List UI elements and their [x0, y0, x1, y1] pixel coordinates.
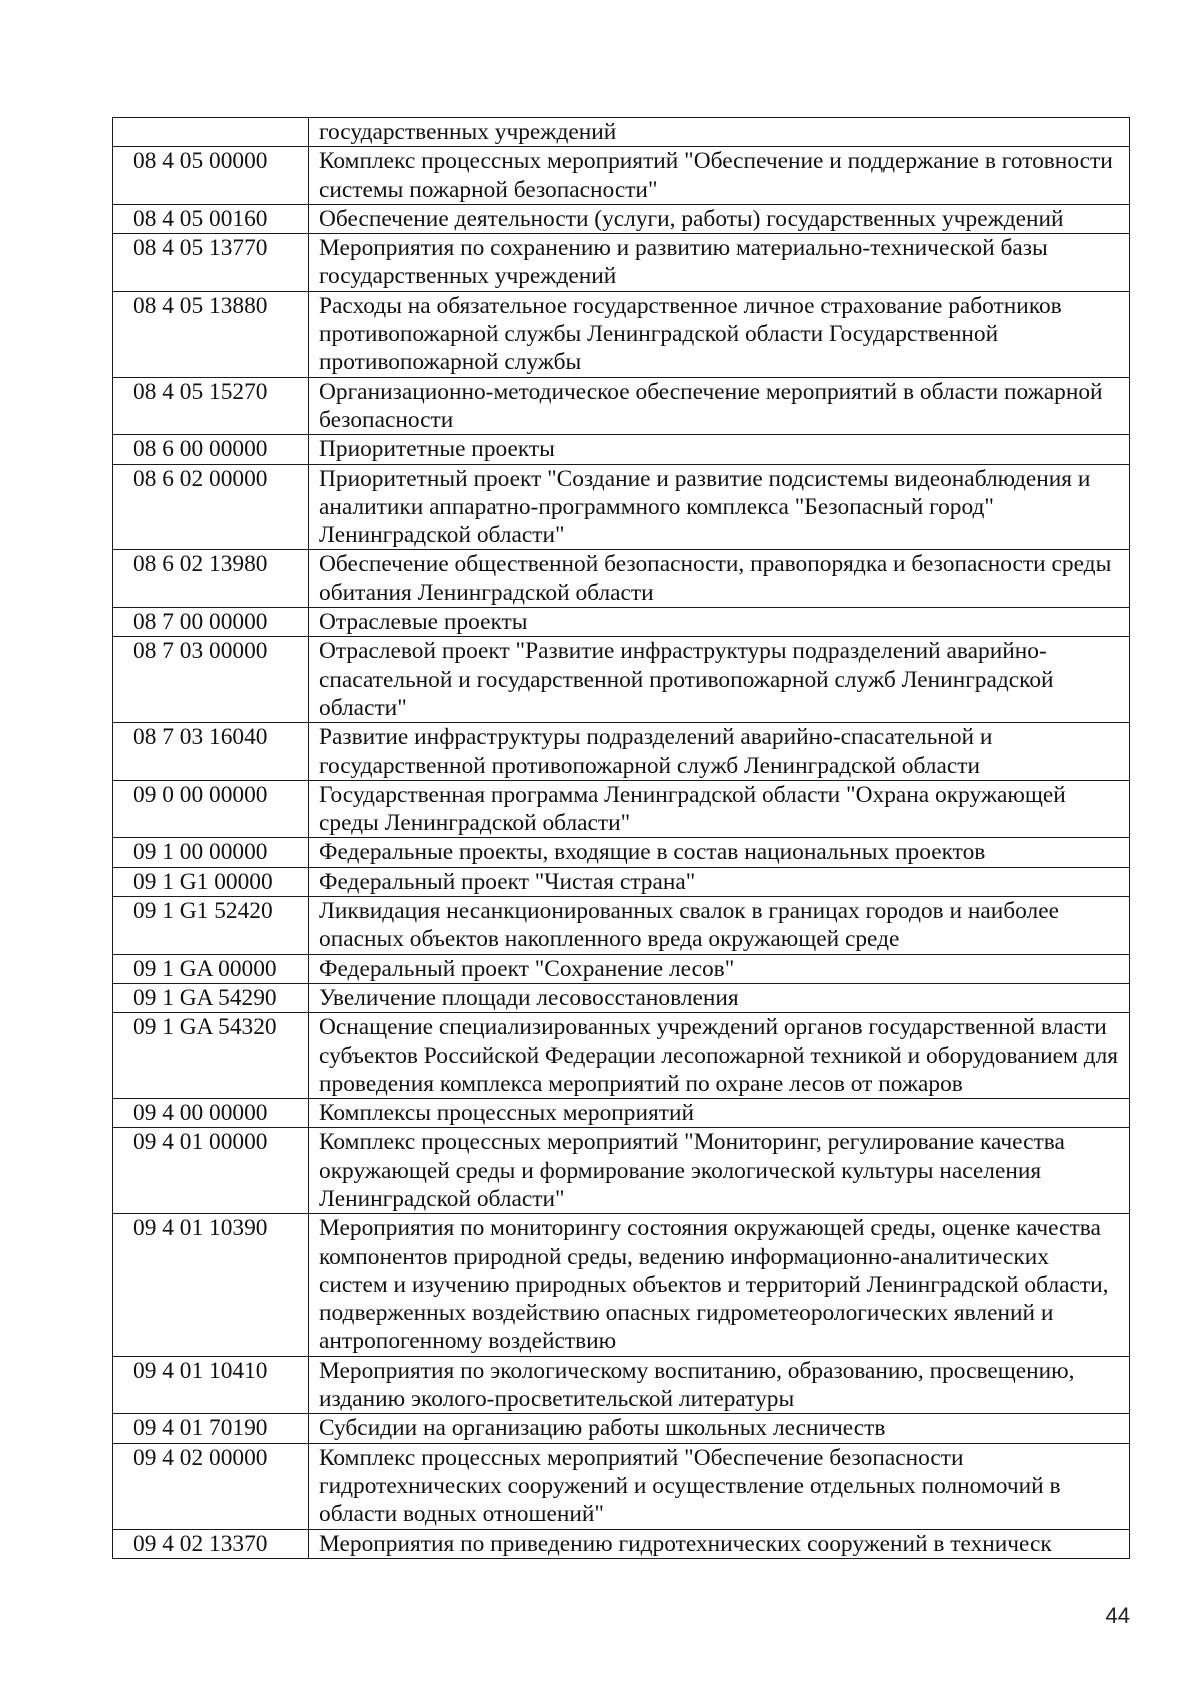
row-code-cell: 09 4 00 00000 — [113, 1099, 309, 1128]
table-row — [113, 1013, 1130, 1099]
row-description-cell: Обеспечение общественной безопасности, правопорядка и безопасности среды обитания Ленинградской области — [309, 550, 1130, 608]
row-code-cell: 08 4 05 00160 — [113, 204, 309, 233]
row-description-cell: Отраслевые проекты — [309, 608, 1130, 637]
row-code-cell: 09 1 GA 54320 — [113, 1013, 309, 1099]
row-description-cell: Федеральный проект "Чистая страна" — [309, 867, 1130, 896]
row-code-cell: 08 6 02 13980 — [113, 550, 309, 608]
page-number: 44 — [1105, 1603, 1130, 1628]
table-row — [113, 291, 1130, 377]
row-code-cell: 09 4 01 70190 — [113, 1414, 309, 1443]
row-code-cell: 09 1 G1 52420 — [113, 897, 309, 955]
row-description-cell: Федеральные проекты, входящие в состав национальных проектов — [309, 838, 1130, 867]
row-code-cell: 09 1 GA 00000 — [113, 954, 309, 983]
row-code-cell: 08 4 05 00000 — [113, 147, 309, 205]
row-description-cell: Расходы на обязательное государственное личное страхование работников противопожарной службы Ленинградской области Государственной противопожарной службы — [309, 291, 1130, 377]
row-description-cell: Субсидии на организацию работы школьных лесничеств — [309, 1414, 1130, 1443]
row-code-cell: 08 4 05 13880 — [113, 291, 309, 377]
row-code-cell: 08 6 02 00000 — [113, 464, 309, 550]
table-row — [113, 550, 1130, 608]
table-row — [113, 234, 1130, 292]
row-description-cell: Приоритетные проекты — [309, 435, 1130, 464]
row-description-cell: Мероприятия по мониторингу состояния окружающей среды, оценке качества компонентов природной среды, ведению информационно-аналитических систем и изучению природных объектов и территорий Ленинградской области, подверженных воздействию опасных гидрометеорологических явлений и антропогенному воздействию — [309, 1214, 1130, 1356]
row-code-cell: 09 0 00 00000 — [113, 780, 309, 838]
table-row — [113, 1214, 1130, 1356]
table-row — [113, 723, 1130, 781]
row-description-cell: Федеральный проект "Сохранение лесов" — [309, 954, 1130, 983]
row-code-cell: 09 4 01 10390 — [113, 1214, 309, 1356]
table-row — [113, 1529, 1130, 1558]
row-code-cell: 09 4 01 10410 — [113, 1356, 309, 1414]
row-description-cell: Мероприятия по сохранению и развитию материально-технической базы государственных учреждений — [309, 234, 1130, 292]
table-row — [113, 1099, 1130, 1128]
row-description-cell: Организационно-методическое обеспечение мероприятий в области пожарной безопасности — [309, 377, 1130, 435]
row-description-cell: Развитие инфраструктуры подразделений аварийно-спасательной и государственной противопожарной служб Ленинградской области — [309, 723, 1130, 781]
row-code-cell — [113, 118, 309, 147]
row-code-cell: 08 7 03 16040 — [113, 723, 309, 781]
table-row — [113, 954, 1130, 983]
row-description-cell: Ликвидация несанкционированных свалок в границах городов и наиболее опасных объектов накопленного вреда окружающей среде — [309, 897, 1130, 955]
row-description-cell: Комплекс процессных мероприятий "Обеспечение безопасности гидротехнических сооружений и осуществление отдельных полномочий в области водных отношений" — [309, 1443, 1130, 1529]
row-description-cell: Отраслевой проект "Развитие инфраструктуры подразделений аварийно-спасательной и государственной противопожарной служб Ленинградской области" — [309, 637, 1130, 723]
row-code-cell: 09 4 01 00000 — [113, 1128, 309, 1214]
row-code-cell: 09 1 G1 00000 — [113, 867, 309, 896]
table-row — [113, 1356, 1130, 1414]
row-code-cell: 08 4 05 13770 — [113, 234, 309, 292]
row-code-cell: 08 4 05 15270 — [113, 377, 309, 435]
row-code-cell: 08 7 00 00000 — [113, 608, 309, 637]
table-row — [113, 983, 1130, 1012]
table-body — [113, 118, 1130, 1559]
table-row — [113, 637, 1130, 723]
table-row — [113, 377, 1130, 435]
row-description-cell: Обеспечение деятельности (услуги, работы) государственных учреждений — [309, 204, 1130, 233]
table-row — [113, 780, 1130, 838]
row-code-cell: 08 7 03 00000 — [113, 637, 309, 723]
row-code-cell: 09 4 02 00000 — [113, 1443, 309, 1529]
table-row — [113, 464, 1130, 550]
table-row — [113, 435, 1130, 464]
row-code-cell: 09 1 00 00000 — [113, 838, 309, 867]
row-code-cell: 09 1 GA 54290 — [113, 983, 309, 1012]
table-row — [113, 147, 1130, 205]
table-row — [113, 897, 1130, 955]
table-row — [113, 204, 1130, 233]
row-description-cell: Мероприятия по экологическому воспитанию, образованию, просвещению, изданию эколого-просветительской литературы — [309, 1356, 1130, 1414]
row-description-cell: Приоритетный проект "Создание и развитие подсистемы видеонаблюдения и аналитики аппаратно-программного комплекса "Безопасный город" Ленинградской области" — [309, 464, 1130, 550]
table-row — [113, 867, 1130, 896]
budget-classification-table — [112, 117, 1130, 1559]
row-description-cell: Государственная программа Ленинградской области "Охрана окружающей среды Ленинградской области" — [309, 780, 1130, 838]
row-description-cell: Мероприятия по приведению гидротехнических сооружений в техническ — [309, 1529, 1130, 1558]
table-row — [113, 608, 1130, 637]
row-description-cell: Комплекс процессных мероприятий "Обеспечение и поддержание в готовности системы пожарной безопасности" — [309, 147, 1130, 205]
row-description-cell: Увеличение площади лесовосстановления — [309, 983, 1130, 1012]
table-row — [113, 838, 1130, 867]
row-description-cell: Оснащение специализированных учреждений органов государственной власти субъектов Российской Федерации лесопожарной техникой и оборудованием для проведения комплекса мероприятий по охране лесов от пожаров — [309, 1013, 1130, 1099]
table-row — [113, 1414, 1130, 1443]
row-description-cell: Комплекс процессных мероприятий "Мониторинг, регулирование качества окружающей среды и формирование экологической культуры населения Ленинградской области" — [309, 1128, 1130, 1214]
row-code-cell: 08 6 00 00000 — [113, 435, 309, 464]
row-code-cell: 09 4 02 13370 — [113, 1529, 309, 1558]
table-row — [113, 1443, 1130, 1529]
table-row — [113, 118, 1130, 147]
table-row — [113, 1128, 1130, 1214]
row-description-cell: государственных учреждений — [309, 118, 1130, 147]
row-description-cell: Комплексы процессных мероприятий — [309, 1099, 1130, 1128]
